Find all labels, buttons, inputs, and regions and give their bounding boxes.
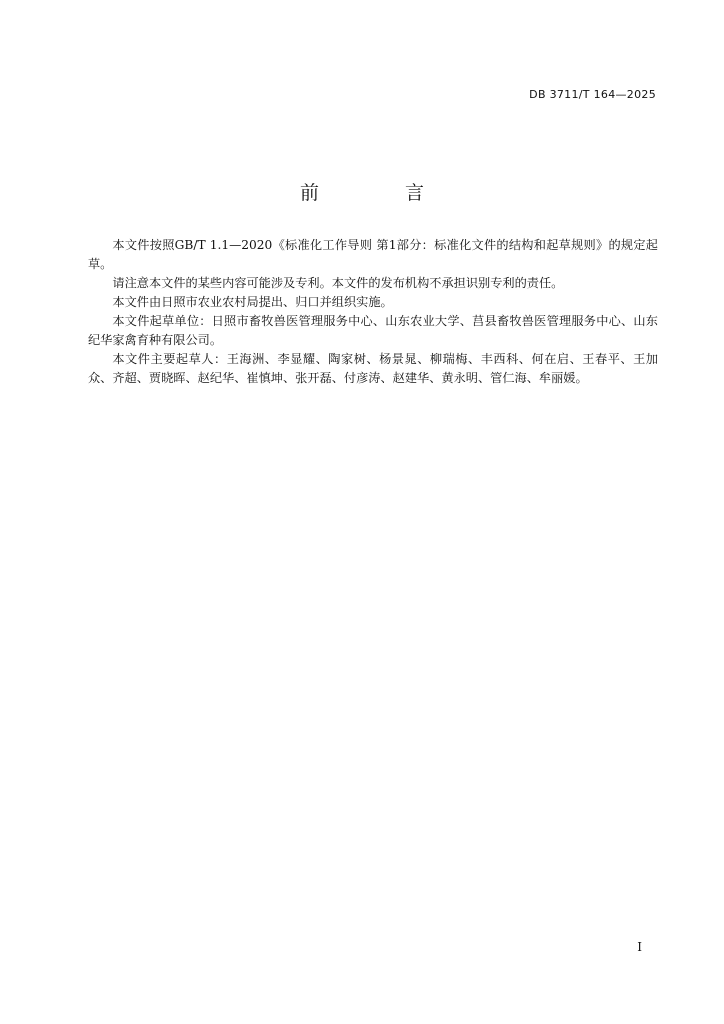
- document-code: DB 3711/T 164—2025: [529, 88, 656, 101]
- paragraph-proposer: 本文件由日照市农业农村局提出、归口并组织实施。: [112, 295, 393, 309]
- paragraph-drafting-units: 本文件起草单位：日照市畜牧兽医管理服务中心、山东农业大学、莒县畜牧兽医管理服务中心、山东纪华家禽育种有限公司。: [88, 314, 658, 347]
- page-number: I: [637, 940, 642, 954]
- paragraph-drafters: 本文件主要起草人：王海洲、李显耀、陶家树、杨景晁、柳瑞梅、丰西科、何在启、王春平、王加众、齐超、贾晓晖、赵纪华、崔慎坤、张开磊、付彦涛、赵建华、黄永明、管仁海、牟丽媛。: [88, 352, 658, 385]
- foreword-title: 前 言: [299, 182, 465, 204]
- foreword-body: [88, 236, 658, 388]
- paragraph-drafting-rules: 本文件按照GB/T 1.1—2020《标准化工作导则 第1部分：标准化文件的结构和起草规则》的规定起草。: [88, 238, 658, 271]
- paragraph-patent-notice: 请注意本文件的某些内容可能涉及专利。本文件的发布机构不承担识别专利的责任。: [112, 276, 564, 290]
